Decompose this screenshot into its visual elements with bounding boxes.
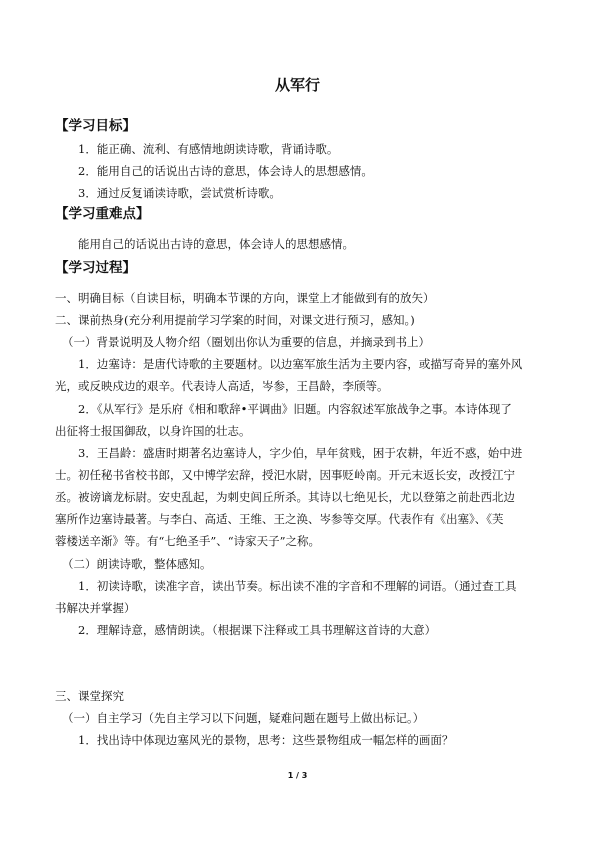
paragraph-line: 1．找出诗中体现边塞风光的景物，思考：这些景物组成一幅怎样的画面？ <box>78 733 454 747</box>
paragraph-line: 1．边塞诗：是唐代诗歌的主要题材。以边塞军旅生活为主要内容，或描写奇异的塞外风 <box>78 357 523 371</box>
paragraph-line: 出征将士报国御敌，以身许国的壮志。 <box>55 424 251 438</box>
page-title: 从军行 <box>274 76 320 94</box>
objectives-heading: 【学习目标】 <box>55 118 136 134</box>
paragraph-line: 3．王昌龄：盛唐时期著名边塞诗人，字少伯，早年贫贱，困于农耕，年近不惑，始中进 <box>78 446 523 460</box>
paragraph-line: 塞所作边塞诗最著。与李白、高适、王维、王之涣、岑参等交厚。代表作有《出塞》、《芙 <box>55 512 504 526</box>
paragraph-line: 蓉楼送辛渐》等。有“七绝圣手”、“诗家天子”之称。 <box>55 534 321 548</box>
paragraph-line: 光，或反映戍边的艰辛。代表诗人高适，岑参，王昌龄，李颀等。 <box>55 379 389 393</box>
page-number: 1 / 3 <box>287 771 308 780</box>
paragraph-line: 书解决并掌握） <box>55 601 136 615</box>
process-step: 二、课前热身(充分利用提前学习学案的时间，对课文进行预习，感知。) <box>55 313 415 327</box>
process-subsection: （一）背景说明及人物介绍（圈划出你认为重要的信息，并摘录到书上） <box>62 335 430 349</box>
key-points-text: 能用自己的话说出古诗的意思，体会诗人的思想感情。 <box>78 237 354 251</box>
paragraph-line: 丞。被谤谪龙标尉。安史乱起，为刺史闾丘所杀。其诗以七绝见长，尤以登第之前赴西北边 <box>55 490 515 504</box>
paragraph-line: 士。初任秘书省校书郎，又中博学宏辞，授汜水尉，因事贬岭南。开元末返长安，改授江宁 <box>55 468 515 482</box>
process-heading: 【学习过程】 <box>55 260 136 276</box>
objective-item: 2．能用自己的话说出古诗的意思，体会诗人的思想感情。 <box>78 164 373 178</box>
paragraph-line: 1．初读诗歌，读准字音，读出节奏。标出读不准的字音和不理解的词语。（通过查工具 <box>78 579 517 593</box>
paragraph-line: 2．《从军行》是乐府《相和歌辞•平调曲》旧题。内容叙述军旅战争之事。本诗体现了 <box>78 402 512 416</box>
process-step: 三、课堂探究 <box>55 689 124 703</box>
key-points-heading: 【学习重难点】 <box>55 206 150 222</box>
process-subsection: （一）自主学习（先自主学习以下问题，疑难问题在题号上做出标记。） <box>62 711 425 725</box>
process-step: 一、明确目标（自读目标，明确本节课的方向，课堂上才能做到有的放矢） <box>55 291 435 305</box>
objective-item: 1．能正确、流利、有感情地朗读诗歌，背诵诗歌。 <box>78 142 339 156</box>
objective-item: 3．通过反复诵读诗歌，尝试赏析诗歌。 <box>78 186 281 200</box>
process-subsection: （二）朗读诗歌，整体感知。 <box>62 557 212 571</box>
paragraph-line: 2．理解诗意，感情朗读。（根据课下注释或工具书理解这首诗的大意） <box>78 623 437 637</box>
